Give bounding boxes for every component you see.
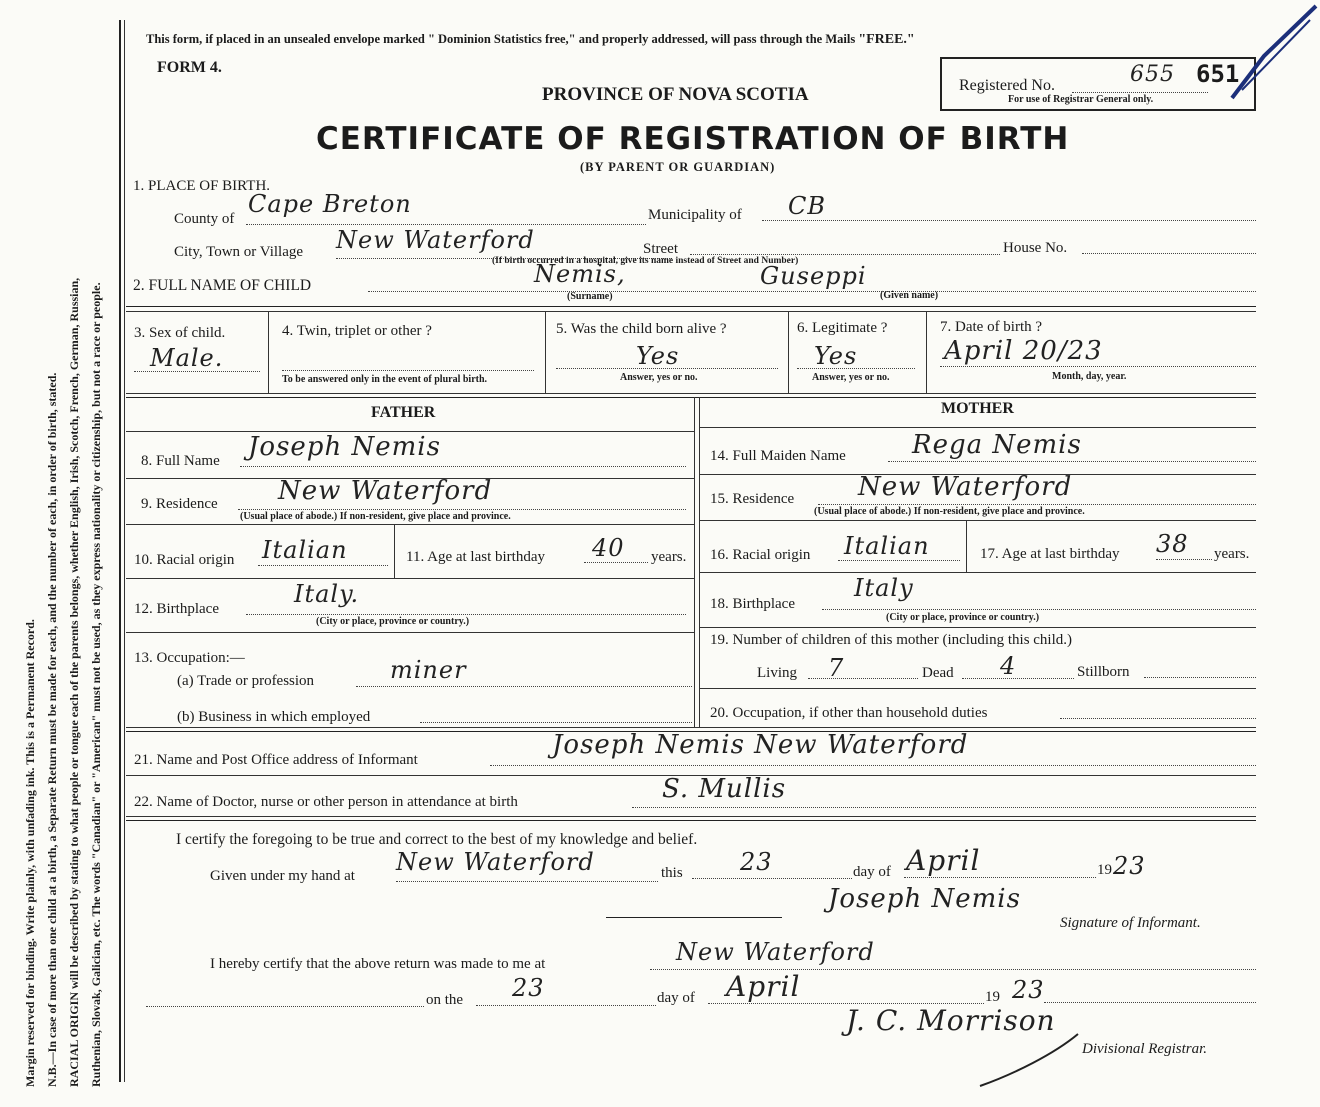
mother-name-value: Rega Nemis [912,430,1082,460]
binding-rule [119,20,121,1082]
margin-line-4: Ruthenian, Slovak, Galician, etc. The words "Canadian" or "American" must not be used, as they express nationality or citizenship, but not a race or people. [89,282,103,1087]
dob-value: April 20/23 [944,336,1103,366]
mother-residence-value: New Waterford [858,472,1073,502]
certificate-title: CERTIFICATE OF REGISTRATION OF BIRTH [316,121,1070,157]
municipality-label: Municipality of [648,207,742,223]
this-day-value: 23 [740,848,773,876]
registered-label: Registered No. [959,77,1055,94]
father-racial-label: 10. Racial origin [134,552,235,568]
this-label: this [661,865,683,881]
alive-note: Answer, yes or no. [620,372,698,383]
mother-name-label: 14. Full Maiden Name [710,448,846,464]
registrar-signature: J. C. Morrison [846,1004,1056,1037]
surname-note: (Surname) [567,291,613,302]
house-label: House No. [1003,240,1068,256]
children-count-label: 19. Number of children of this mother (including this child.) [710,632,1073,648]
given-note: (Given name) [880,290,939,301]
registrar-year-prefix: 19 [985,989,1000,1005]
signature-of-informant-label: Signature of Informant. [1060,915,1201,931]
county-label: County of [174,211,235,227]
dob-note: Month, day, year. [1052,371,1127,382]
father-birthplace-note: (City or place, province or country.) [316,616,470,627]
mother-birthplace-value: Italy [854,574,914,602]
registrar-certify-statement: I hereby certify that the above return was made to me at [210,956,546,972]
year-value: 23 [1113,852,1146,880]
sex-value: Male. [150,344,224,372]
child-name-label: 2. FULL NAME OF CHILD [133,277,312,294]
father-age-label: 11. Age at last birthday [406,549,545,565]
year-prefix: 19 [1097,862,1112,878]
mother-residence-note: (Usual place of abode.) If non-resident, give place and province. [814,506,1085,517]
legitimate-label: 6. Legitimate ? [797,320,888,336]
child-surname-value: Nemis, [534,260,626,288]
father-name-label: 8. Full Name [141,453,220,469]
father-trade-label: (a) Trade or profession [177,673,315,689]
father-trade-value: miner [390,656,467,684]
legitimate-value: Yes [814,342,858,370]
certificate-subtitle: (BY PARENT OR GUARDIAN) [580,160,776,174]
alive-label: 5. Was the child born alive ? [556,321,727,337]
informant-label: 21. Name and Post Office address of Informant [134,752,418,768]
living-label: Living [757,665,797,681]
given-under-label: Given under my hand at [210,868,355,884]
mother-residence-label: 15. Residence [710,491,795,507]
child-given-value: Guseppi [760,262,867,290]
father-name-value: Joseph Nemis [248,432,441,462]
father-residence-value: New Waterford [278,476,493,506]
on-the-label: on the [426,992,464,1008]
province-heading: PROVINCE OF NOVA SCOTIA [542,84,809,105]
father-racial-value: Italian [262,536,348,564]
county-value: Cape Breton [248,190,412,218]
pen-check-mark [1224,0,1320,104]
form-number: FORM 4. [157,59,222,76]
city-label: City, Town or Village [174,244,304,260]
margin-instructions [19,77,107,1087]
day-of-label: day of [853,864,891,880]
signature-flourish [974,1030,1084,1090]
registered-number-hand: 655 [1130,62,1175,87]
registrar-day-of-label: day of [657,990,695,1006]
city-value: New Waterford [336,226,535,254]
dead-label: Dead [922,665,954,681]
dob-label: 7. Date of birth ? [940,319,1043,335]
alive-value: Yes [636,342,680,370]
registrar-place-value: New Waterford [676,938,875,966]
dead-value: 4 [1000,652,1017,680]
father-residence-note: (Usual place of abode.) If non-resident, give place and province. [240,511,511,522]
legitimate-note: Answer, yes or no. [812,372,890,383]
margin-line-3: RACIAL ORIGIN will be described by stating to what people or tongue each of the parents belongs, whether English, Irish, Scotch, French, German, Russian, [67,277,81,1087]
margin-line-2: N.B.—In case of more than one child at a birth, a Separate Return must be made for each, and the number of each, in order of birth, stated. [45,372,59,1087]
registered-note: For use of Registrar General only. [1008,94,1154,105]
registered-number-stamp: 651 [1196,60,1240,88]
mother-heading: MOTHER [941,400,1014,417]
month-value: April [906,844,981,877]
father-business-label: (b) Business in which employed [177,709,371,725]
doctor-value: S. Mullis [662,774,787,804]
father-residence-label: 9. Residence [141,496,218,512]
mother-racial-label: 16. Racial origin [710,547,811,563]
stillborn-label: Stillborn [1077,664,1130,680]
father-birthplace-label: 12. Birthplace [134,601,219,617]
mother-birthplace-note: (City or place, province or country.) [886,612,1040,623]
place-of-birth-heading: 1. PLACE OF BIRTH. [133,178,271,194]
informant-certify-statement: I certify the foregoing to be true and correct to the best of my knowledge and belief. [176,831,698,848]
father-heading: FATHER [371,404,436,421]
informant-value: Joseph Nemis New Waterford [552,730,969,760]
mother-age-unit: years. [1214,546,1250,562]
twin-label: 4. Twin, triplet or other ? [282,323,432,339]
mother-age-label: 17. Age at last birthday [980,546,1120,562]
street-label: Street [643,241,678,257]
margin-line-1: Margin reserved for binding. Write plainly, with unfading ink. This is a Permanent Record. [23,619,37,1087]
municipality-value: CB [788,192,826,220]
registrar-day-value: 23 [512,974,545,1002]
informant-signature: Joseph Nemis [828,884,1021,914]
father-age-unit: years. [651,549,687,565]
mother-occupation-label: 20. Occupation, if other than household duties [710,705,988,721]
binding-rule-inner [124,20,125,1082]
living-value: 7 [828,654,845,682]
mother-racial-value: Italian [844,532,930,560]
registrar-month-value: April [726,970,801,1003]
registrar-year-value: 23 [1012,976,1045,1004]
binding-margin [0,0,124,1107]
father-age-value: 40 [592,534,625,562]
mail-note: This form, if placed in an unsealed envelope marked " Dominion Statistics free," and properly addressed, will pass through the Mails "FREE." [146,32,915,47]
twin-note: To be answered only in the event of plural birth. [282,374,488,385]
father-occupation-label: 13. Occupation:— [134,650,245,666]
street-note: (If birth occurred in a hospital, give its name instead of Street and Number) [492,256,799,266]
mother-birthplace-label: 18. Birthplace [710,596,795,612]
divisional-registrar-label: Divisional Registrar. [1082,1041,1208,1057]
doctor-label: 22. Name of Doctor, nurse or other person in attendance at birth [134,794,518,810]
father-birthplace-value: Italy. [294,580,360,608]
given-place-value: New Waterford [396,848,595,876]
mother-age-value: 38 [1156,530,1189,558]
sex-label: 3. Sex of child. [134,325,226,341]
